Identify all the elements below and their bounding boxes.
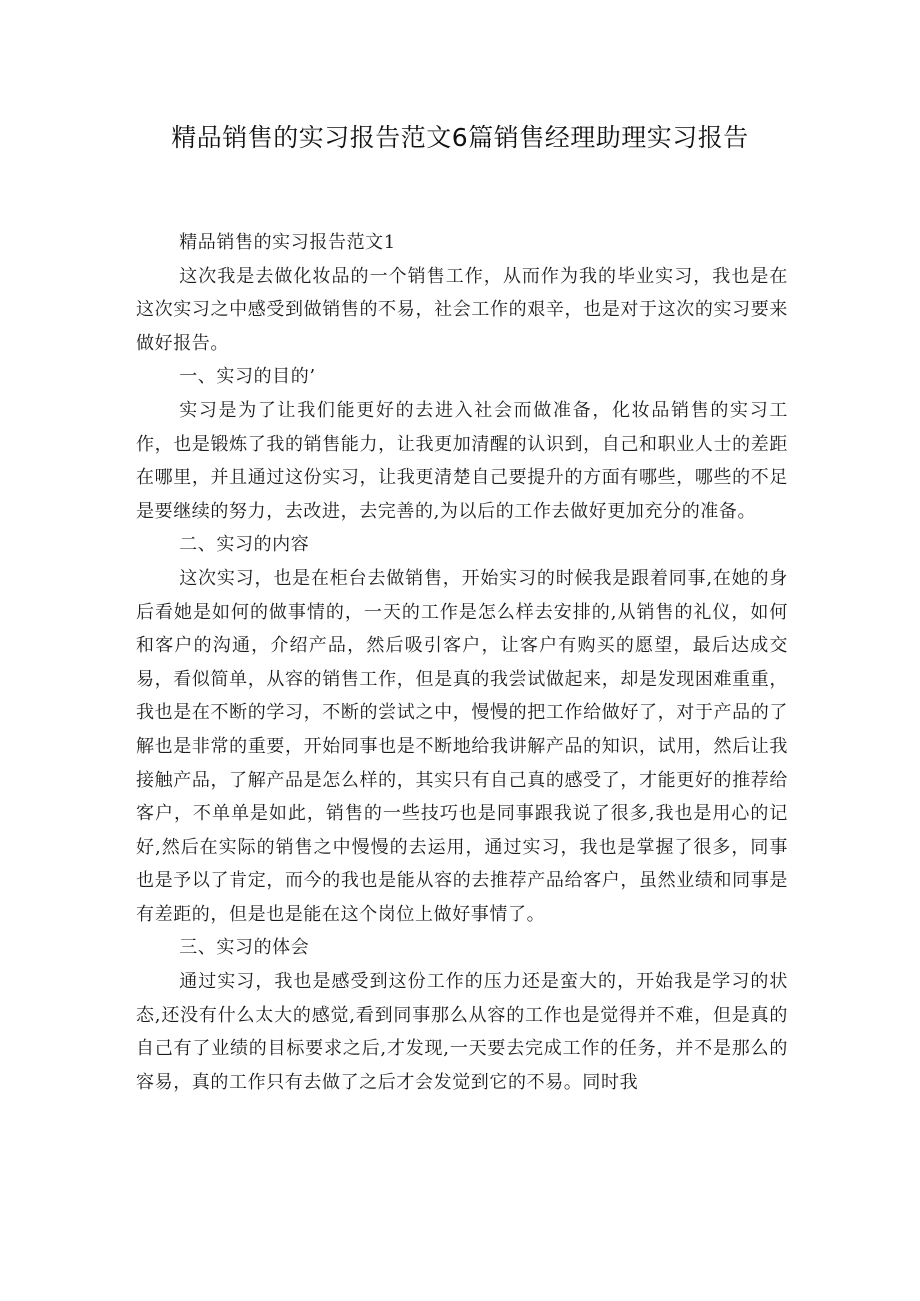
paragraph: 实习是为了让我们能更好的去进入社会而做准备，化妆品销售的实习工作，也是锻炼了我的销售能力，让我更加清醒的认识到，自己和职业人士的差距在哪里，并且通过这份实习，让我更清楚自己要提升的方面有哪些，哪些的不足是要继续的努力，去改进，去完善的,为以后的工作去做好更加充分的准备。 (136, 399, 788, 522)
document-body (136, 226, 788, 1099)
paragraph: 这次实习，也是在柜台去做销售，开始实习的时候我是跟着同事,在她的身后看她是如何的做事情的，一天的工作是怎么样去安排的,从销售的礼仪，如何和客户的沟通，介绍产品，然后吸引客户，让客户有购买的愿望，最后达成交易，看似简单，从容的销售工作，但是真的我尝试做起来，却是发现困难重重，我也是在不断的学习，不断的尝试之中，慢慢的把工作给做好了，对于产品的了解也是非常的重要，开始同事也是不断地给我讲解产品的知识，试用，然后让我接触产品，了解产品是怎么样的，其实只有自己真的感受了，才能更好的推荐给客户，不单单是如此，销售的一些技巧也是同事跟我说了很多,我也是用心的记好,然后在实际的销售之中慢慢的去运用，通过实习，我也是掌握了很多，同事也是予以了肯定，而今的我也是能从容的去推荐产品给客户，虽然业绩和同事是有差距的，但是也是能在这个岗位上做好事情了。 (136, 567, 788, 925)
section-heading: 三、实习的体会 (179, 937, 310, 959)
section-heading: 精品销售的实习报告范文1 (179, 232, 396, 253)
section-heading: 二、实习的内容 (179, 534, 310, 556)
paragraph: 这次我是去做化妆品的一个销售工作，从而作为我的毕业实习，我也是在这次实习之中感受到做销售的不易，社会工作的艰辛，也是对于这次的实习要来做好报告。 (136, 265, 788, 354)
section-heading: 一、实习的目的’ (179, 366, 316, 388)
document-title: 精品销售的实习报告范文6篇销售经理助理实习报告 (171, 123, 749, 152)
paragraph: 通过实习，我也是感受到这份工作的压力还是蛮大的，开始我是学习的状态,还没有什么太大的感觉,看到同事那么从容的工作也是觉得并不难，但是真的自己有了业绩的目标要求之后,才发现,一天要去完成工作的任务，并不是那么的容易，真的工作只有去做了之后才会发觉到它的不易。同时我 (136, 971, 788, 1093)
